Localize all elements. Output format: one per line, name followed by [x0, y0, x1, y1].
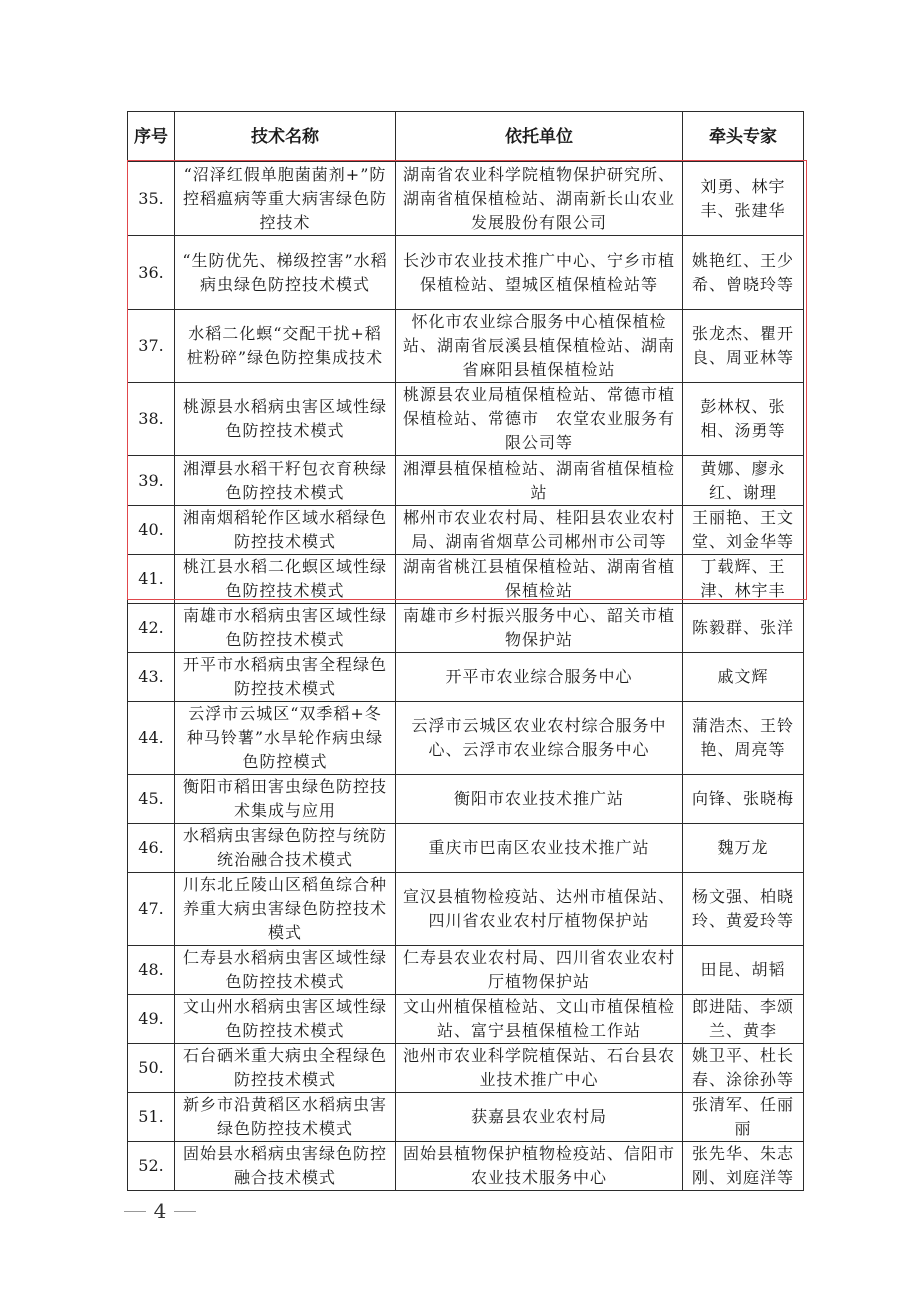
row-number: 39.: [128, 456, 175, 506]
table-row: [128, 824, 804, 873]
unit-cell: 桃源县农业局植保植检站、常德市植保植检站、常德市 农堂农业服务有限公司等: [396, 383, 683, 456]
table-row: [128, 383, 804, 456]
tech-name-cell: 川东北丘陵山区稻鱼综合种养重大病虫害绿色防控技术模式: [175, 873, 396, 946]
page-number-text: 4: [153, 1199, 167, 1223]
row-number: 46.: [128, 824, 175, 873]
tech-name-cell: 水稻病虫害绿色防控与统防统治融合技术模式: [175, 824, 396, 873]
header-unit: 依托单位: [396, 112, 683, 162]
table-row: [128, 310, 804, 383]
row-number: 36.: [128, 236, 175, 310]
table-row: [128, 946, 804, 995]
table-row: [128, 1093, 804, 1142]
tech-name-cell: 衡阳市稻田害虫绿色防控技术集成与应用: [175, 775, 396, 824]
tech-name-cell: 云浮市云城区“双季稻+冬种马铃薯”水旱轮作病虫绿色防控模式: [175, 702, 396, 775]
header-expert: 牵头专家: [683, 112, 804, 162]
unit-cell: 长沙市农业技术推广中心、宁乡市植保植检站、望城区植保植检站等: [396, 236, 683, 310]
table-row: [128, 236, 804, 310]
row-number: 45.: [128, 775, 175, 824]
expert-cell: 戚文辉: [683, 653, 804, 702]
expert-cell: 王丽艳、王文堂、刘金华等: [683, 506, 804, 555]
tech-name-cell: 固始县水稻病虫害绿色防控融合技术模式: [175, 1142, 396, 1191]
expert-cell: 郎进陆、李颂兰、黄李: [683, 995, 804, 1044]
tech-name-cell: 开平市水稻病虫害全程绿色防控技术模式: [175, 653, 396, 702]
table-row: [128, 873, 804, 946]
tech-name-cell: “生防优先、梯级控害”水稻病虫绿色防控技术模式: [175, 236, 396, 310]
row-number: 50.: [128, 1044, 175, 1093]
expert-cell: 向锋、张晓梅: [683, 775, 804, 824]
table-row: [128, 604, 804, 653]
row-number: 47.: [128, 873, 175, 946]
unit-cell: 文山州植保植检站、文山市植保植检站、富宁县植保植检工作站: [396, 995, 683, 1044]
expert-cell: 姚卫平、杜长春、涂徐孙等: [683, 1044, 804, 1093]
row-number: 38.: [128, 383, 175, 456]
row-number: 41.: [128, 555, 175, 604]
table-row: [128, 456, 804, 506]
row-number: 49.: [128, 995, 175, 1044]
table-header-row: [128, 112, 804, 162]
tech-name-cell: 湘南烟稻轮作区域水稻绿色防控技术模式: [175, 506, 396, 555]
table-row: [128, 1044, 804, 1093]
dash-left: [124, 1211, 146, 1212]
row-number: 51.: [128, 1093, 175, 1142]
tech-name-cell: 水稻二化螟“交配干扰+稻桩粉碎”绿色防控集成技术: [175, 310, 396, 383]
unit-cell: 郴州市农业农村局、桂阳县农业农村局、湖南省烟草公司郴州市公司等: [396, 506, 683, 555]
table-row: [128, 653, 804, 702]
unit-cell: 南雄市乡村振兴服务中心、韶关市植物保护站: [396, 604, 683, 653]
expert-cell: 蒲浩杰、王铃艳、周亮等: [683, 702, 804, 775]
row-number: 35.: [128, 162, 175, 236]
tech-name-cell: 文山州水稻病虫害区域性绿色防控技术模式: [175, 995, 396, 1044]
expert-cell: 张清军、任丽丽: [683, 1093, 804, 1142]
table-row: [128, 995, 804, 1044]
expert-cell: 刘勇、林宇丰、张建华: [683, 162, 804, 236]
expert-cell: 魏万龙: [683, 824, 804, 873]
unit-cell: 云浮市云城区农业农村综合服务中心、云浮市农业综合服务中心: [396, 702, 683, 775]
unit-cell: 衡阳市农业技术推广站: [396, 775, 683, 824]
expert-cell: 彭林权、张相、汤勇等: [683, 383, 804, 456]
unit-cell: 仁寿县农业农村局、四川省农业农村厅植物保护站: [396, 946, 683, 995]
unit-cell: 湘潭县植保植检站、湖南省植保植检站: [396, 456, 683, 506]
page-number: [120, 1196, 200, 1226]
header-tech-name: 技术名称: [175, 112, 396, 162]
expert-cell: 张龙杰、瞿开良、周亚林等: [683, 310, 804, 383]
expert-cell: 黄娜、廖永红、谢理: [683, 456, 804, 506]
expert-cell: 陈毅群、张洋: [683, 604, 804, 653]
expert-cell: 丁载辉、王津、林宇丰: [683, 555, 804, 604]
tech-name-cell: 南雄市水稻病虫害区域性绿色防控技术模式: [175, 604, 396, 653]
header-index: 序号: [128, 112, 175, 162]
tech-name-cell: 仁寿县水稻病虫害区域性绿色防控技术模式: [175, 946, 396, 995]
table-row: [128, 702, 804, 775]
tech-name-cell: 湘潭县水稻干籽包衣育秧绿色防控技术模式: [175, 456, 396, 506]
table-row: [128, 555, 804, 604]
unit-cell: 开平市农业综合服务中心: [396, 653, 683, 702]
row-number: 37.: [128, 310, 175, 383]
tech-name-cell: 新乡市沿黄稻区水稻病虫害绿色防控技术模式: [175, 1093, 396, 1142]
unit-cell: 湖南省桃江县植保植检站、湖南省植保植检站: [396, 555, 683, 604]
table-row: [128, 162, 804, 236]
row-number: 40.: [128, 506, 175, 555]
table-row: [128, 506, 804, 555]
unit-cell: 获嘉县农业农村局: [396, 1093, 683, 1142]
dash-right: [174, 1211, 196, 1212]
row-number: 48.: [128, 946, 175, 995]
tech-name-cell: 桃源县水稻病虫害区域性绿色防控技术模式: [175, 383, 396, 456]
row-number: 43.: [128, 653, 175, 702]
row-number: 44.: [128, 702, 175, 775]
expert-cell: 田昆、胡韬: [683, 946, 804, 995]
technology-table: [127, 111, 804, 1191]
unit-cell: 湖南省农业科学院植物保护研究所、湖南省植保植检站、湖南新长山农业发展股份有限公司: [396, 162, 683, 236]
unit-cell: 池州市农业科学院植保站、石台县农业技术推广中心: [396, 1044, 683, 1093]
unit-cell: 重庆市巴南区农业技术推广站: [396, 824, 683, 873]
tech-name-cell: 石台硒米重大病虫全程绿色防控技术模式: [175, 1044, 396, 1093]
table-row: [128, 1142, 804, 1191]
row-number: 42.: [128, 604, 175, 653]
unit-cell: 宣汉县植物检疫站、达州市植保站、四川省农业农村厅植物保护站: [396, 873, 683, 946]
expert-cell: 杨文强、柏晓玲、黄爱玲等: [683, 873, 804, 946]
tech-name-cell: 桃江县水稻二化螟区域性绿色防控技术模式: [175, 555, 396, 604]
unit-cell: 固始县植物保护植物检疫站、信阳市农业技术服务中心: [396, 1142, 683, 1191]
expert-cell: 张先华、朱志刚、刘庭洋等: [683, 1142, 804, 1191]
expert-cell: 姚艳红、王少希、曾晓玲等: [683, 236, 804, 310]
tech-name-cell: “沼泽红假单胞菌菌剂+”防控稻瘟病等重大病害绿色防控技术: [175, 162, 396, 236]
row-number: 52.: [128, 1142, 175, 1191]
table-row: [128, 775, 804, 824]
unit-cell: 怀化市农业综合服务中心植保植检站、湖南省辰溪县植保植检站、湖南省麻阳县植保植检站: [396, 310, 683, 383]
